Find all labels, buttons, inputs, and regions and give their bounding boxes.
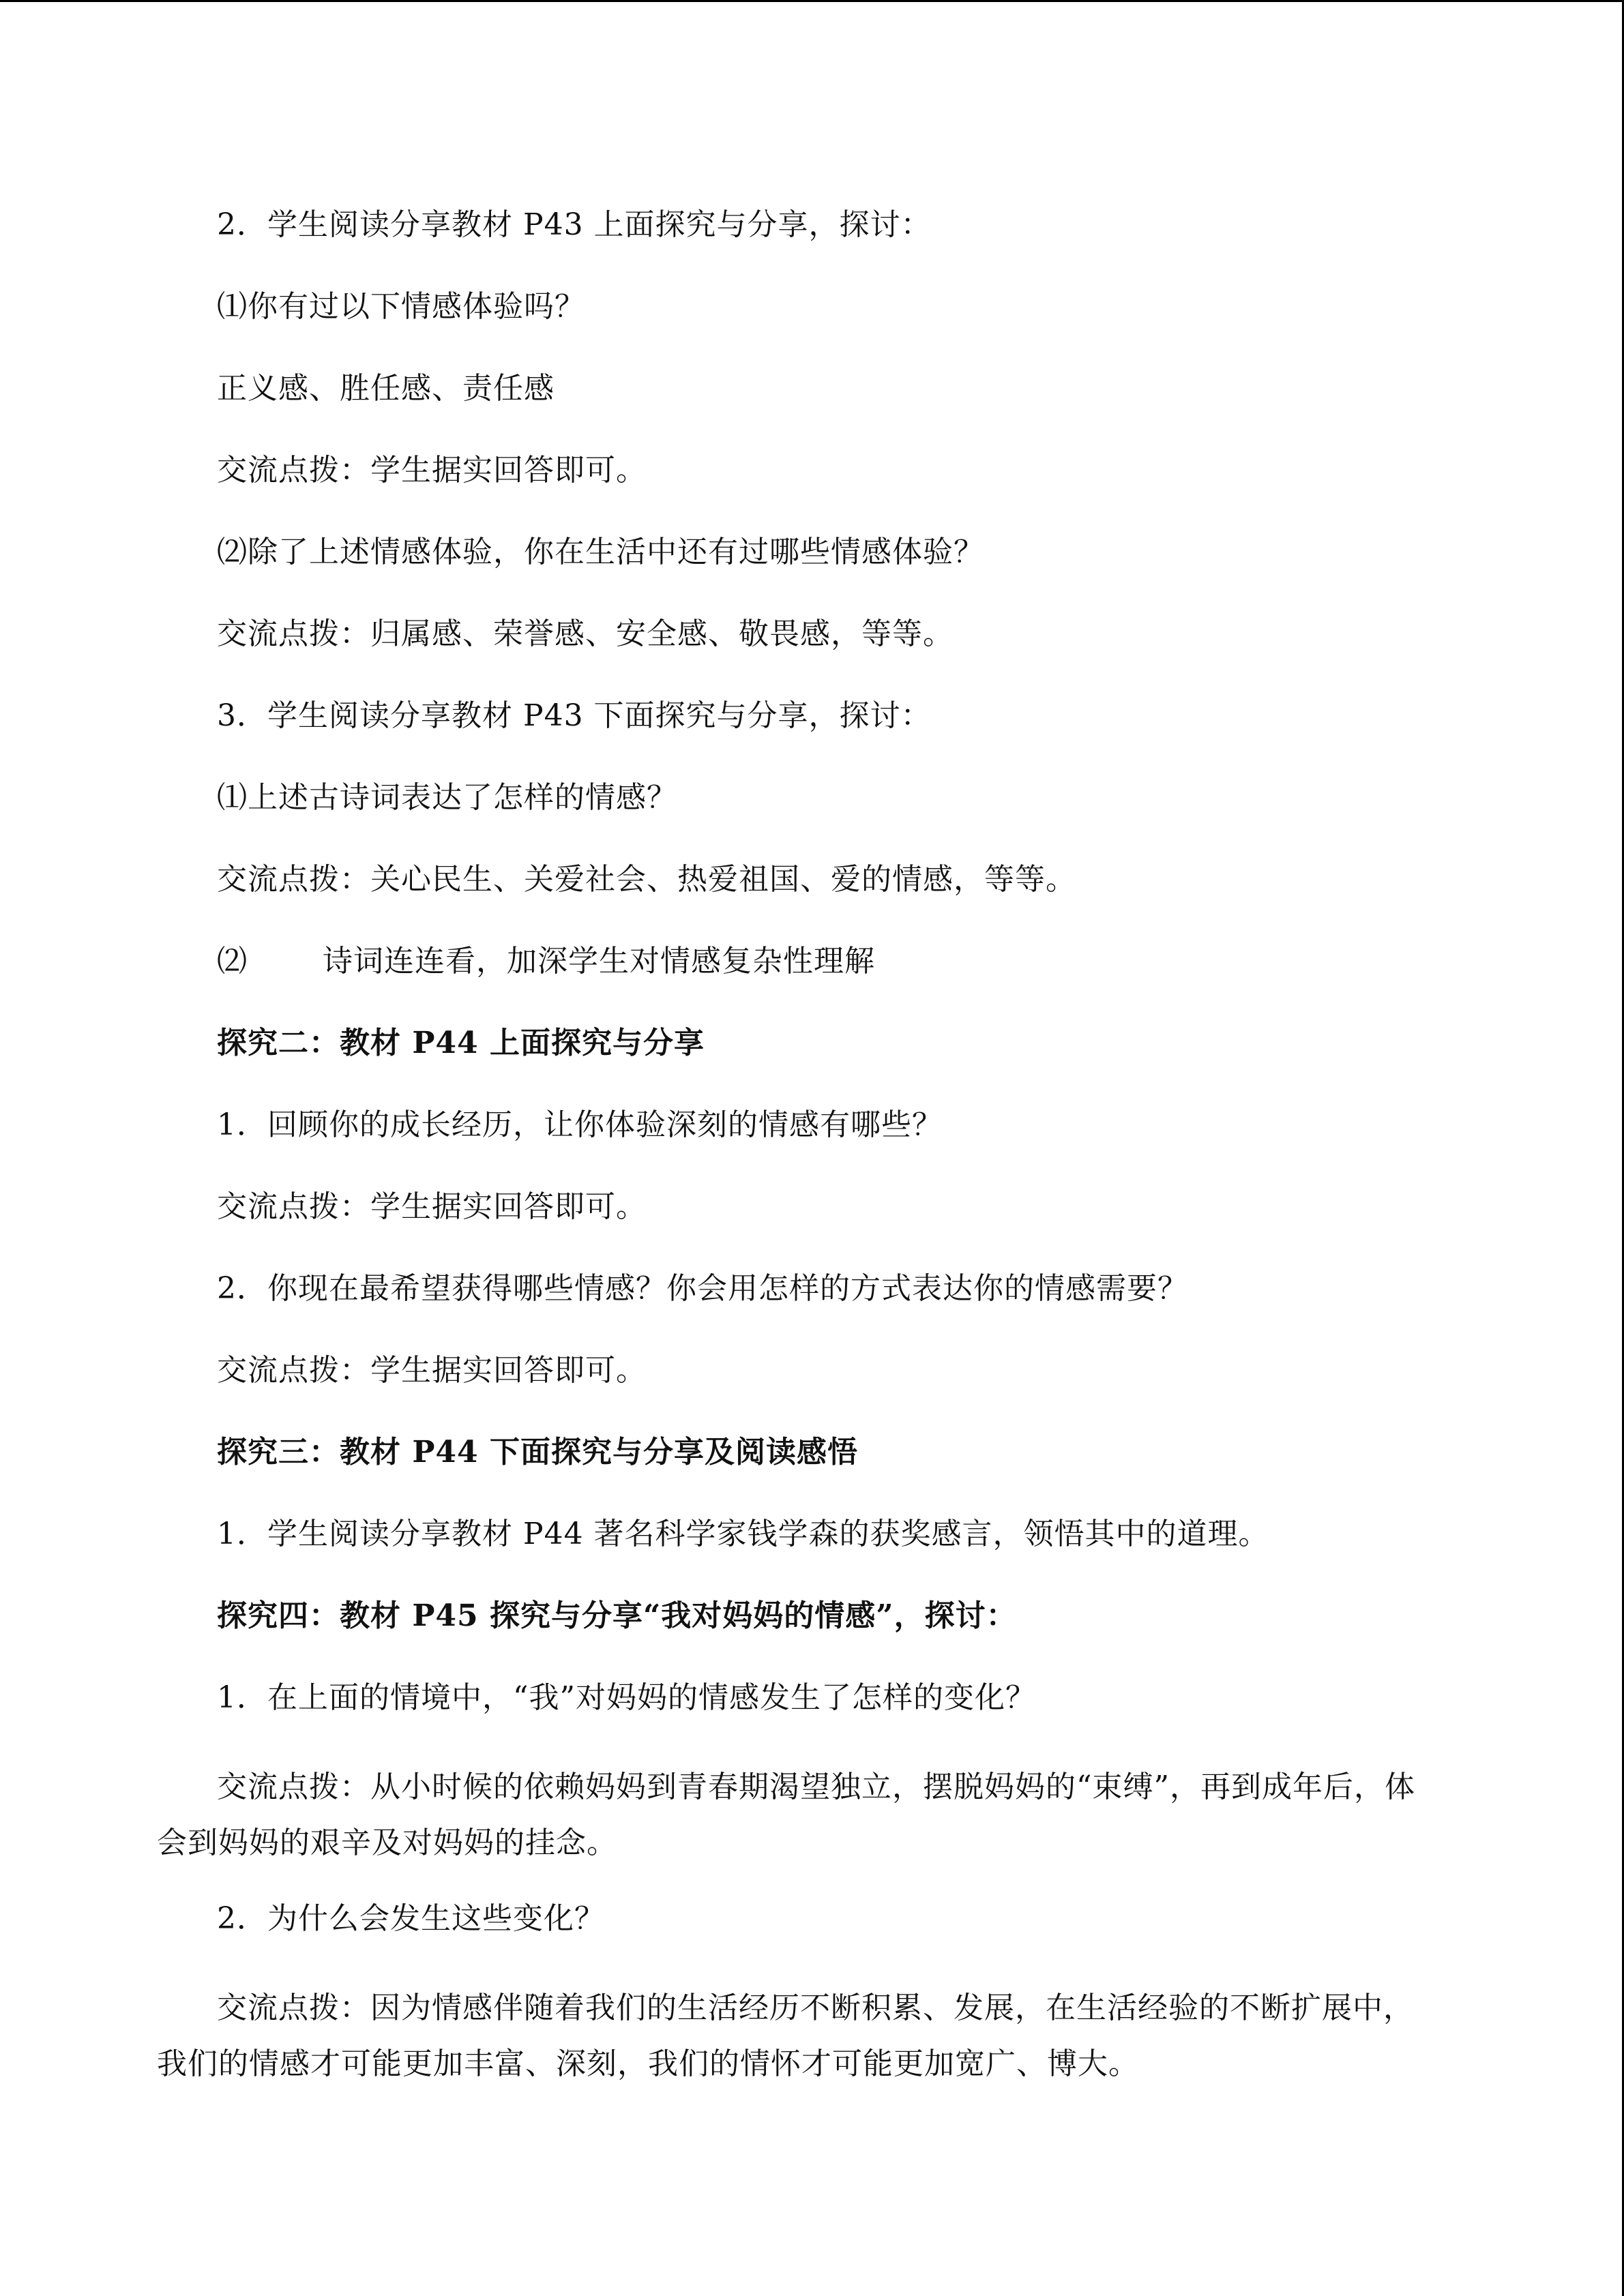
document-body [157,205,1439,2119]
paragraph: 交流点拨：关心民生、关爱社会、热爱祖国、爱的情感，等等。 [217,862,1076,897]
paragraph: ⑴你有过以下情感体验吗？ [217,289,585,324]
paragraph: 正义感、胜任感、责任感 [217,371,555,406]
paragraph: 交流点拨：归属感、荣誉感、安全感、敬畏感，等等。 [217,616,954,651]
section-heading: 探究三：教材 P44 下面探究与分享及阅读感悟 [217,1435,858,1470]
paragraph: 2．学生阅读分享教材 P43 上面探究与分享，探讨： [217,207,932,242]
paragraph: 交流点拨：学生据实回答即可。 [217,1353,647,1388]
paragraph: 1．回顾你的成长经历，让你体验深刻的情感有哪些？ [217,1107,943,1142]
paragraph: 2．你现在最希望获得哪些情感？你会用怎样的方式表达你的情感需要？ [217,1271,1188,1306]
paragraph: ⑵除了上述情感体验，你在生活中还有过哪些情感体验？ [217,535,984,569]
paragraph: 交流点拨：从小时候的依赖妈妈到青春期渴望独立，摆脱妈妈的“束缚”，再到成年后，体会到妈妈的艰辛及对妈妈的挂念。 [157,1770,1415,1860]
section-heading: 探究四：教材 P45 探究与分享“我对妈妈的情感”，探讨： [217,1598,1017,1633]
section-heading: 探究二：教材 P44 上面探究与分享 [217,1026,705,1060]
paragraph-number: ⑵ [217,944,248,979]
paragraph: ⑴上述古诗词表达了怎样的情感？ [217,780,677,815]
paragraph: 交流点拨：学生据实回答即可。 [217,1189,647,1224]
paragraph: 交流点拨：因为情感伴随着我们的生活经历不断积累、发展，在生活经验的不断扩展中，我们的情感才可能更加丰富、深刻，我们的情怀才可能更加宽广、博大。 [157,1991,1414,2081]
page-border-top [0,0,1624,2]
paragraph: 交流点拨：学生据实回答即可。 [217,453,647,488]
paragraph: 1．在上面的情境中，“我”对妈妈的情感发生了怎样的变化？ [217,1680,1036,1715]
paragraph-text: 诗词连连看，加深学生对情感复杂性理解 [323,944,875,979]
paragraph [157,941,1439,982]
paragraph: 2．为什么会发生这些变化？ [217,1901,605,1936]
paragraph: 3．学生阅读分享教材 P43 下面探究与分享，探讨： [217,698,932,733]
paragraph: 1．学生阅读分享教材 P44 著名科学家钱学森的获奖感言，领悟其中的道理。 [217,1517,1269,1551]
